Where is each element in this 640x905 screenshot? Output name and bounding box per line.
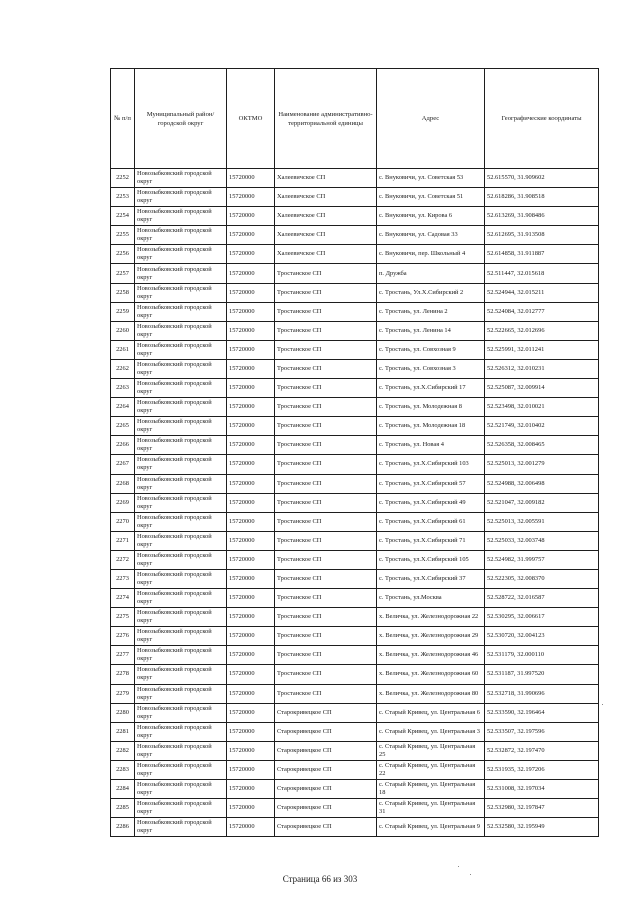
cell-coordinates: 52.531008, 32.197034 (485, 780, 599, 799)
cell-coordinates: 52.614858, 31.911887 (485, 245, 599, 264)
cell-number: 2281 (111, 722, 135, 741)
cell-admin-unit: Тростанское СП (275, 684, 377, 703)
table-row (111, 188, 599, 207)
page-number: Страница 66 из 303 (282, 874, 358, 884)
cell-district: Новозыбковский городской округ (135, 799, 227, 818)
cell-admin-unit: Халеевичское СП (275, 245, 377, 264)
cell-number: 2262 (111, 359, 135, 378)
table-row (111, 302, 599, 321)
cell-number: 2270 (111, 512, 135, 531)
cell-address: с. Старый Кривец, ул. Центральная 18 (377, 780, 485, 799)
scan-speck (602, 704, 603, 705)
cell-admin-unit: Тростанское СП (275, 646, 377, 665)
table-row (111, 818, 599, 837)
cell-coordinates: 52.523498, 32.010021 (485, 398, 599, 417)
cell-district: Новозыбковский городской округ (135, 436, 227, 455)
cell-number: 2254 (111, 207, 135, 226)
cell-oktmo: 15720000 (227, 684, 275, 703)
cell-coordinates: 52.532718, 31.990696 (485, 684, 599, 703)
cell-address: х. Величка, ул. Железнодорожная 22 (377, 608, 485, 627)
cell-number: 2278 (111, 665, 135, 684)
cell-number: 2274 (111, 589, 135, 608)
table-row (111, 359, 599, 378)
cell-number: 2276 (111, 627, 135, 646)
cell-coordinates: 52.528722, 32.016587 (485, 589, 599, 608)
cell-district: Новозыбковский городской округ (135, 169, 227, 188)
table-row (111, 474, 599, 493)
table-row (111, 608, 599, 627)
cell-admin-unit: Старокривецкое СП (275, 818, 377, 837)
cell-oktmo: 15720000 (227, 321, 275, 340)
cell-district: Новозыбковский городской округ (135, 226, 227, 245)
cell-address: с. Тростань, ул.Х.Сибирский 71 (377, 531, 485, 550)
cell-address: с. Старый Кривец, ул. Центральная 6 (377, 703, 485, 722)
cell-address: с. Тростань, ул.Х.Сибирский 61 (377, 512, 485, 531)
table-row (111, 169, 599, 188)
cell-coordinates: 52.531187, 31.997520 (485, 665, 599, 684)
cell-oktmo: 15720000 (227, 283, 275, 302)
cell-oktmo: 15720000 (227, 780, 275, 799)
cell-coordinates: 52.525013, 32.001279 (485, 455, 599, 474)
cell-oktmo: 15720000 (227, 627, 275, 646)
cell-admin-unit: Тростанское СП (275, 550, 377, 569)
cell-address: с. Внуковичи, ул. Советская 51 (377, 188, 485, 207)
cell-address: с. Тростань, ул.Х.Сибирский 49 (377, 493, 485, 512)
cell-district: Новозыбковский городской округ (135, 703, 227, 722)
header-number: № п/п (111, 69, 135, 169)
cell-oktmo: 15720000 (227, 760, 275, 779)
cell-oktmo: 15720000 (227, 569, 275, 588)
cell-number: 2280 (111, 703, 135, 722)
cell-number: 2253 (111, 188, 135, 207)
cell-oktmo: 15720000 (227, 207, 275, 226)
cell-district: Новозыбковский городской округ (135, 398, 227, 417)
cell-number: 2269 (111, 493, 135, 512)
cell-oktmo: 15720000 (227, 665, 275, 684)
table-row (111, 455, 599, 474)
cell-number: 2271 (111, 531, 135, 550)
table-row (111, 398, 599, 417)
cell-district: Новозыбковский городской округ (135, 665, 227, 684)
cell-admin-unit: Тростанское СП (275, 321, 377, 340)
cell-coordinates: 52.525087, 32.009914 (485, 379, 599, 398)
cell-admin-unit: Тростанское СП (275, 417, 377, 436)
cell-address: с. Тростань, ул.Х.Сибирский 37 (377, 569, 485, 588)
cell-admin-unit: Тростанское СП (275, 398, 377, 417)
cell-oktmo: 15720000 (227, 398, 275, 417)
cell-admin-unit: Тростанское СП (275, 379, 377, 398)
cell-address: с. Тростань, Ул.Х.Сибирский 2 (377, 283, 485, 302)
header-admin-unit: Наименование административно-территориальной единицы (275, 69, 377, 169)
cell-oktmo: 15720000 (227, 436, 275, 455)
cell-oktmo: 15720000 (227, 550, 275, 569)
table-row (111, 226, 599, 245)
cell-district: Новозыбковский городской округ (135, 188, 227, 207)
cell-oktmo: 15720000 (227, 169, 275, 188)
table-row (111, 799, 599, 818)
cell-coordinates: 52.612695, 31.913508 (485, 226, 599, 245)
cell-address: с. Старый Кривец, ул. Центральная 22 (377, 760, 485, 779)
table-row (111, 379, 599, 398)
cell-oktmo: 15720000 (227, 741, 275, 760)
cell-number: 2265 (111, 417, 135, 436)
cell-district: Новозыбковский городской округ (135, 493, 227, 512)
cell-address: с. Старый Кривец, ул. Центральная 31 (377, 799, 485, 818)
cell-coordinates: 52.525033, 32.003748 (485, 531, 599, 550)
cell-number: 2286 (111, 818, 135, 837)
cell-admin-unit: Тростанское СП (275, 264, 377, 283)
header-coordinates: Географические координаты (485, 69, 599, 169)
cell-address: с. Тростань, ул.Х.Сибирский 57 (377, 474, 485, 493)
cell-coordinates: 52.618286, 31.908518 (485, 188, 599, 207)
cell-oktmo: 15720000 (227, 302, 275, 321)
cell-admin-unit: Халеевичское СП (275, 169, 377, 188)
cell-number: 2255 (111, 226, 135, 245)
cell-admin-unit: Старокривецкое СП (275, 741, 377, 760)
cell-district: Новозыбковский городской округ (135, 531, 227, 550)
cell-admin-unit: Тростанское СП (275, 608, 377, 627)
cell-district: Новозыбковский городской округ (135, 245, 227, 264)
cell-admin-unit: Старокривецкое СП (275, 780, 377, 799)
table-row (111, 589, 599, 608)
cell-address: с. Внуковичи, ул. Садовая 33 (377, 226, 485, 245)
table-header (111, 69, 599, 169)
cell-address: с. Тростань, ул. Новая 4 (377, 436, 485, 455)
cell-admin-unit: Старокривецкое СП (275, 760, 377, 779)
cell-district: Новозыбковский городской округ (135, 455, 227, 474)
cell-coordinates: 52.533590, 32.196464 (485, 703, 599, 722)
cell-coordinates: 52.521047, 32.009182 (485, 493, 599, 512)
table-row (111, 512, 599, 531)
cell-admin-unit: Тростанское СП (275, 589, 377, 608)
cell-admin-unit: Тростанское СП (275, 627, 377, 646)
cell-number: 2268 (111, 474, 135, 493)
table-row (111, 264, 599, 283)
cell-address: с. Старый Кривец, ул. Центральная 3 (377, 722, 485, 741)
cell-district: Новозыбковский городской округ (135, 379, 227, 398)
cell-number: 2257 (111, 264, 135, 283)
cell-district: Новозыбковский городской округ (135, 302, 227, 321)
cell-district: Новозыбковский городской округ (135, 550, 227, 569)
cell-oktmo: 15720000 (227, 608, 275, 627)
cell-number: 2263 (111, 379, 135, 398)
cell-coordinates: 52.532580, 32.195949 (485, 818, 599, 837)
cell-admin-unit: Тростанское СП (275, 493, 377, 512)
cell-district: Новозыбковский городской округ (135, 589, 227, 608)
table-row (111, 245, 599, 264)
cell-district: Новозыбковский городской округ (135, 818, 227, 837)
table-row (111, 665, 599, 684)
table-row (111, 283, 599, 302)
cell-district: Новозыбковский городской округ (135, 321, 227, 340)
cell-number: 2259 (111, 302, 135, 321)
cell-oktmo: 15720000 (227, 340, 275, 359)
cell-coordinates: 52.532872, 32.197470 (485, 741, 599, 760)
cell-oktmo: 15720000 (227, 226, 275, 245)
cell-address: с. Тростань, ул. Совхозная 9 (377, 340, 485, 359)
cell-number: 2279 (111, 684, 135, 703)
cell-address: с. Внуковичи, ул. Кирова 6 (377, 207, 485, 226)
table-row (111, 646, 599, 665)
table-row (111, 741, 599, 760)
cell-oktmo: 15720000 (227, 474, 275, 493)
scan-speck (470, 874, 471, 875)
cell-coordinates: 52.531935, 32.197206 (485, 760, 599, 779)
table-row (111, 493, 599, 512)
cell-coordinates: 52.613269, 31.908486 (485, 207, 599, 226)
cell-address: х. Величка, ул. Железнодорожная 46 (377, 646, 485, 665)
cell-admin-unit: Тростанское СП (275, 340, 377, 359)
cell-district: Новозыбковский городской округ (135, 264, 227, 283)
cell-oktmo: 15720000 (227, 512, 275, 531)
cell-address: с. Старый Кривец, ул. Центральная 25 (377, 741, 485, 760)
cell-admin-unit: Тростанское СП (275, 474, 377, 493)
cell-district: Новозыбковский городской округ (135, 569, 227, 588)
cell-number: 2261 (111, 340, 135, 359)
cell-address: с. Тростань, ул. Совхозная 3 (377, 359, 485, 378)
cell-district: Новозыбковский городской округ (135, 741, 227, 760)
cell-address: п. Дружба (377, 264, 485, 283)
cell-number: 2275 (111, 608, 135, 627)
cell-coordinates: 52.522305, 32.008370 (485, 569, 599, 588)
cell-admin-unit: Халеевичское СП (275, 226, 377, 245)
header-district: Муниципальный район/городской округ (135, 69, 227, 169)
table-row (111, 569, 599, 588)
header-address: Адрес (377, 69, 485, 169)
scan-speck (458, 866, 459, 867)
cell-number: 2285 (111, 799, 135, 818)
cell-oktmo: 15720000 (227, 799, 275, 818)
cell-number: 2260 (111, 321, 135, 340)
cell-admin-unit: Тростанское СП (275, 531, 377, 550)
cell-oktmo: 15720000 (227, 703, 275, 722)
cell-admin-unit: Халеевичское СП (275, 207, 377, 226)
cell-coordinates: 52.525013, 32.005591 (485, 512, 599, 531)
cell-admin-unit: Тростанское СП (275, 665, 377, 684)
cell-admin-unit: Тростанское СП (275, 569, 377, 588)
table-row (111, 531, 599, 550)
table-row (111, 760, 599, 779)
cell-oktmo: 15720000 (227, 188, 275, 207)
cell-coordinates: 52.524084, 32.012777 (485, 302, 599, 321)
cell-oktmo: 15720000 (227, 722, 275, 741)
cell-number: 2258 (111, 283, 135, 302)
cell-oktmo: 15720000 (227, 818, 275, 837)
cell-district: Новозыбковский городской округ (135, 359, 227, 378)
table-row (111, 780, 599, 799)
table-row (111, 703, 599, 722)
table-row (111, 436, 599, 455)
table-row (111, 207, 599, 226)
cell-admin-unit: Халеевичское СП (275, 188, 377, 207)
cell-address: х. Величка, ул. Железнодорожная 29 (377, 627, 485, 646)
cell-oktmo: 15720000 (227, 531, 275, 550)
cell-district: Новозыбковский городской округ (135, 417, 227, 436)
cell-oktmo: 15720000 (227, 245, 275, 264)
cell-number: 2283 (111, 760, 135, 779)
cell-admin-unit: Тростанское СП (275, 359, 377, 378)
cell-coordinates: 52.522665, 32.012696 (485, 321, 599, 340)
cell-coordinates: 52.524944, 32.015211 (485, 283, 599, 302)
cell-oktmo: 15720000 (227, 646, 275, 665)
cell-address: с. Старый Кривец, ул. Центральная 9 (377, 818, 485, 837)
cell-oktmo: 15720000 (227, 417, 275, 436)
cell-number: 2252 (111, 169, 135, 188)
document-table (110, 68, 599, 837)
cell-coordinates: 52.521749, 32.010402 (485, 417, 599, 436)
cell-address: х. Величка, ул. Железнодорожная 80 (377, 684, 485, 703)
table-body (111, 169, 599, 837)
cell-admin-unit: Старокривецкое СП (275, 799, 377, 818)
table-row (111, 321, 599, 340)
cell-address: с. Тростань, ул. Ленина 14 (377, 321, 485, 340)
cell-coordinates: 52.532980, 32.197847 (485, 799, 599, 818)
cell-admin-unit: Старокривецкое СП (275, 722, 377, 741)
cell-admin-unit: Старокривецкое СП (275, 703, 377, 722)
cell-number: 2277 (111, 646, 135, 665)
table-row (111, 340, 599, 359)
cell-district: Новозыбковский городской округ (135, 646, 227, 665)
cell-address: с. Внуковичи, ул. Советская 53 (377, 169, 485, 188)
cell-number: 2256 (111, 245, 135, 264)
table-row (111, 627, 599, 646)
cell-oktmo: 15720000 (227, 589, 275, 608)
header-row (111, 69, 599, 169)
cell-district: Новозыбковский городской округ (135, 283, 227, 302)
cell-coordinates: 52.615570, 31.909602 (485, 169, 599, 188)
cell-number: 2284 (111, 780, 135, 799)
cell-number: 2273 (111, 569, 135, 588)
cell-coordinates: 52.530720, 32.004123 (485, 627, 599, 646)
cell-coordinates: 52.526358, 32.008465 (485, 436, 599, 455)
table-row (111, 722, 599, 741)
cell-address: с. Тростань, ул.Х.Сибирский 103 (377, 455, 485, 474)
cell-number: 2267 (111, 455, 135, 474)
table-row (111, 550, 599, 569)
cell-district: Новозыбковский городской округ (135, 722, 227, 741)
cell-number: 2264 (111, 398, 135, 417)
cell-admin-unit: Тростанское СП (275, 455, 377, 474)
cell-coordinates: 52.530295, 32.006617 (485, 608, 599, 627)
header-oktmo: ОКТМО (227, 69, 275, 169)
cell-oktmo: 15720000 (227, 493, 275, 512)
cell-district: Новозыбковский городской округ (135, 608, 227, 627)
cell-oktmo: 15720000 (227, 264, 275, 283)
cell-address: с. Тростань, ул.Москва (377, 589, 485, 608)
cell-district: Новозыбковский городской округ (135, 207, 227, 226)
cell-district: Новозыбковский городской округ (135, 474, 227, 493)
cell-district: Новозыбковский городской округ (135, 512, 227, 531)
cell-district: Новозыбковский городской округ (135, 627, 227, 646)
cell-coordinates: 52.531179, 32.000110 (485, 646, 599, 665)
cell-oktmo: 15720000 (227, 359, 275, 378)
cell-coordinates: 52.511447, 32.015618 (485, 264, 599, 283)
cell-number: 2272 (111, 550, 135, 569)
cell-district: Новозыбковский городской округ (135, 760, 227, 779)
cell-address: с. Тростань, ул. Ленина 2 (377, 302, 485, 321)
cell-number: 2282 (111, 741, 135, 760)
cell-admin-unit: Тростанское СП (275, 283, 377, 302)
cell-oktmo: 15720000 (227, 379, 275, 398)
cell-address: с. Тростань, ул.Х.Сибирский 105 (377, 550, 485, 569)
cell-admin-unit: Тростанское СП (275, 302, 377, 321)
cell-coordinates: 52.526312, 32.010231 (485, 359, 599, 378)
table-row (111, 417, 599, 436)
cell-oktmo: 15720000 (227, 455, 275, 474)
cell-admin-unit: Тростанское СП (275, 436, 377, 455)
cell-address: с. Тростань, ул.Х.Сибирский 17 (377, 379, 485, 398)
cell-coordinates: 52.524982, 31.999757 (485, 550, 599, 569)
cell-address: с. Тростань, ул. Молодежная 18 (377, 417, 485, 436)
cell-district: Новозыбковский городской округ (135, 340, 227, 359)
table-row (111, 684, 599, 703)
cell-district: Новозыбковский городской округ (135, 780, 227, 799)
cell-coordinates: 52.524988, 32.006498 (485, 474, 599, 493)
cell-coordinates: 52.533507, 32.197596 (485, 722, 599, 741)
cell-admin-unit: Тростанское СП (275, 512, 377, 531)
cell-coordinates: 52.525991, 32.011241 (485, 340, 599, 359)
cell-number: 2266 (111, 436, 135, 455)
cell-address: х. Величка, ул. Железнодорожная 60 (377, 665, 485, 684)
cell-address: с. Внуковичи, пер. Школьный 4 (377, 245, 485, 264)
cell-district: Новозыбковский городской округ (135, 684, 227, 703)
cell-address: с. Тростань, ул. Молодежная 8 (377, 398, 485, 417)
